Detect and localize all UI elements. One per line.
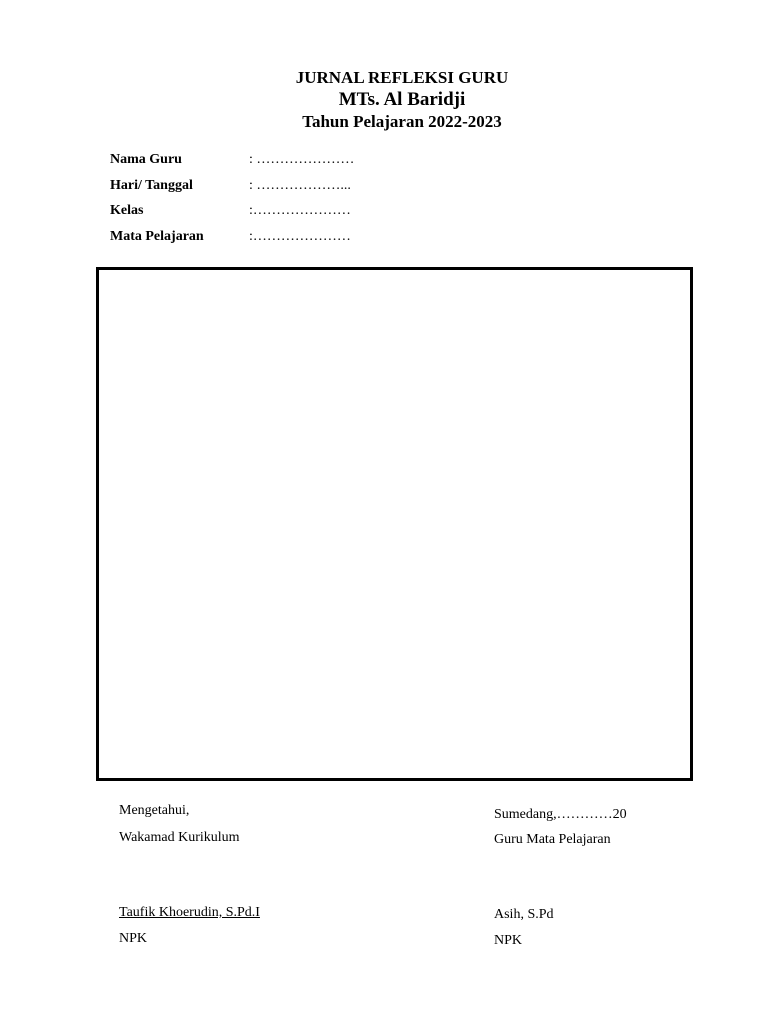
field-value: :………………… [249, 229, 351, 244]
field-hari-tanggal [110, 178, 510, 198]
field-mata-pelajaran [110, 229, 510, 249]
field-label: Nama Guru [110, 152, 182, 167]
field-kelas [110, 203, 510, 223]
sig-right-line2: Guru Mata Pelajaran [494, 832, 611, 847]
sig-left-name: Taufik Khoerudin, S.Pd.I [119, 905, 260, 920]
reflection-box[interactable] [96, 267, 693, 781]
sig-left-line2: Wakamad Kurikulum [119, 830, 240, 845]
academic-year: Tahun Pelajaran 2022-2023 [302, 112, 502, 131]
document-title: JURNAL REFLEKSI GURU [295, 68, 509, 87]
field-value: : ………………... [249, 178, 351, 193]
sig-left-line1: Mengetahui, [119, 803, 190, 818]
sig-left-npk: NPK [119, 931, 148, 946]
sig-right-line1: Sumedang,…………20 [494, 807, 627, 822]
field-label: Mata Pelajaran [110, 229, 204, 244]
field-label: Hari/ Tanggal [110, 178, 193, 193]
field-nama-guru [110, 152, 510, 172]
sig-right-name: Asih, S.Pd [494, 907, 554, 922]
field-label: Kelas [110, 203, 144, 218]
sig-right-npk: NPK [494, 933, 523, 948]
field-value: : ………………… [249, 152, 355, 167]
school-name: MTs. Al Baridji [338, 89, 466, 110]
field-value: :………………… [249, 203, 351, 218]
